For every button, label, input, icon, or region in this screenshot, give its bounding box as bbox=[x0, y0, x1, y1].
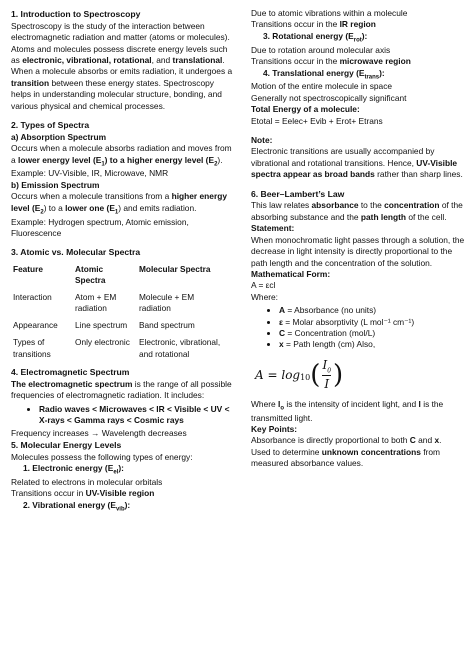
table-cell: Molecule + EM radiation bbox=[139, 291, 195, 313]
translational-energy-line-2: Generally not spectroscopically significant bbox=[251, 92, 407, 103]
emission-spectrum-text: Occurs when a molecule transitions from a higher energy level $(E_2)$ to a lower one $(E_1)$ and emits radiation. bbox=[11, 191, 227, 216]
total-energy-heading: Total Energy of a molecule: bbox=[251, 104, 360, 115]
table-cell: Electronic, vibrational, and rotational bbox=[139, 337, 221, 359]
note-heading: Note: bbox=[251, 135, 273, 146]
electronic-energy-heading: 1. Electronic energy $(E_{el})$: bbox=[23, 462, 124, 476]
statement-text: When monochromatic light passes through a solution, the decrease in light intensity is directly proportional to the path length and the concentration of the solution. bbox=[251, 234, 465, 268]
table-cell: Types of transitions bbox=[13, 337, 51, 359]
section-5-title: 5. Molecular Energy Levels bbox=[11, 439, 122, 450]
list-item: • C = Concentration (mol/L) bbox=[279, 328, 465, 339]
atomic-vs-molecular-table bbox=[11, 263, 229, 365]
absorption-example: Example: UV-Visible, IR, Microwave, NMR bbox=[11, 168, 169, 179]
table-cell: Interaction bbox=[13, 291, 52, 302]
beer-lambert-equation: A = εcl bbox=[251, 280, 276, 291]
rotational-energy-line-2: Transitions occur in the microwave region bbox=[251, 56, 411, 67]
table-row bbox=[11, 291, 229, 320]
key-point-1: Absorbance is directly proportional to both C and x. bbox=[251, 435, 442, 446]
table-row bbox=[11, 336, 229, 365]
section-1-paragraph: Spectroscopy is the study of the interaction between electromagnetic radiation and matter (atoms or molecules). Atoms and molecules possess discrete energy levels such as electronic, vibrational, rotational, and translational. When a molecule absorbs or emits radiation, it undergoes a transition between these energy states. Spectroscopy helps in understanding molecular structure, bonding, and various physical and chemical processes. bbox=[11, 20, 233, 111]
emission-example: Example: Hydrogen spectrum, Atomic emission, Fluorescence bbox=[11, 216, 189, 238]
frequency-note: Frequency increases → Wavelength decreases bbox=[11, 428, 187, 439]
table-header-cell: Atomic Spectra bbox=[75, 264, 106, 286]
rotational-energy-line-1: Due to rotation around molecular axis bbox=[251, 44, 391, 55]
absorption-spectrum-heading: a) Absorption Spectrum bbox=[11, 131, 107, 142]
list-item: • Radio waves < Microwaves < IR < Visible < UV < X-rays < Gamma rays < Cosmic rays bbox=[39, 404, 233, 427]
translational-energy-line-1: Motion of the entire molecule in space bbox=[251, 81, 393, 92]
absorbance-log-formula: A = log $_{10}$ ( $\frac{I_0}{I}$ ) bbox=[255, 357, 344, 392]
table-cell: Only electronic bbox=[75, 337, 130, 348]
note-paragraph: Electronic transitions are usually accompanied by vibrational and rotational transitions. Hence, UV-Visible spectra appear as broad bands rather than sharp lines. bbox=[251, 146, 463, 180]
key-points-heading: Key Points: bbox=[251, 424, 298, 434]
where-label: Where: bbox=[251, 291, 278, 302]
emission-spectrum-heading: b) Emission Spectrum bbox=[11, 179, 100, 190]
section-4-title: 4. Electromagnetic Spectrum bbox=[11, 367, 130, 378]
translational-energy-heading: 4. Translational energy $(E_{trans})$: bbox=[263, 67, 385, 81]
section-3-title: 3. Atomic vs. Molecular Spectra bbox=[11, 247, 141, 258]
table-cell: Atom + EM radiation bbox=[75, 291, 117, 313]
variable-list bbox=[251, 305, 465, 351]
list-item: • ε = Molar absorptivity (L mol⁻¹ cm⁻¹) bbox=[279, 317, 465, 328]
list-item: • x = Path length (cm) Also, bbox=[279, 339, 465, 350]
left-column bbox=[11, 9, 233, 513]
table-cell: Band spectrum bbox=[139, 320, 195, 331]
section-4-paragraph: The electromagnetic spectrum is the range of all possible frequencies of electromagnetic radiation. It includes: bbox=[11, 378, 232, 401]
absorption-spectrum-text: Occurs when a molecule absorbs radiation and moves from a lower energy level $(E_1)$ to a higher energy level $(E_2)$. bbox=[11, 143, 232, 168]
total-energy-equation: Etotal = Eelec+ Evib + Erot+ Etrans bbox=[251, 115, 383, 126]
em-spectrum-list bbox=[11, 404, 233, 427]
table-row bbox=[11, 319, 229, 336]
vibrational-energy-line-2: Transitions occur in the IR region bbox=[251, 19, 376, 30]
key-point-2: Used to determine unknown concentrations from measured absorbance values. bbox=[251, 446, 440, 469]
electronic-energy-line-1: Related to electrons in molecular orbitals bbox=[11, 476, 163, 487]
section-5-intro: Molecules possess the following types of energy: bbox=[11, 451, 193, 462]
intensity-definition: Where $I_o$ is the intensity of incident light, and I is the transmitted light. bbox=[251, 398, 444, 423]
mathematical-form-heading: Mathematical Form: bbox=[251, 268, 331, 279]
list-item: • A = Absorbance (no units) bbox=[279, 305, 465, 316]
vibrational-energy-heading: 2. Vibrational energy $(E_{vib})$: bbox=[23, 499, 131, 513]
table-cell: Line spectrum bbox=[75, 320, 128, 331]
section-6-title: 6. Beer–Lambert’s Law bbox=[251, 188, 345, 199]
right-column bbox=[251, 8, 465, 470]
rotational-energy-heading: 3. Rotational energy $(E_{rot})$: bbox=[263, 30, 368, 44]
section-6-paragraph: This law relates absorbance to the concentration of the absorbing substance and the path length of the cell. bbox=[251, 200, 463, 222]
section-2-title: 2. Types of Spectra bbox=[11, 120, 90, 131]
table-header-cell: Molecular Spectra bbox=[139, 264, 211, 275]
section-1-title: 1. Introduction to Spectroscopy bbox=[11, 9, 141, 19]
electronic-energy-line-2: Transitions occur in UV-Visible region bbox=[11, 488, 155, 499]
table-header-row bbox=[11, 263, 229, 291]
table-cell: Appearance bbox=[13, 320, 58, 331]
table-header-cell: Feature bbox=[13, 264, 43, 275]
statement-heading: Statement: bbox=[251, 223, 295, 234]
vibrational-energy-line-1: Due to atomic vibrations within a molecule bbox=[251, 8, 408, 18]
